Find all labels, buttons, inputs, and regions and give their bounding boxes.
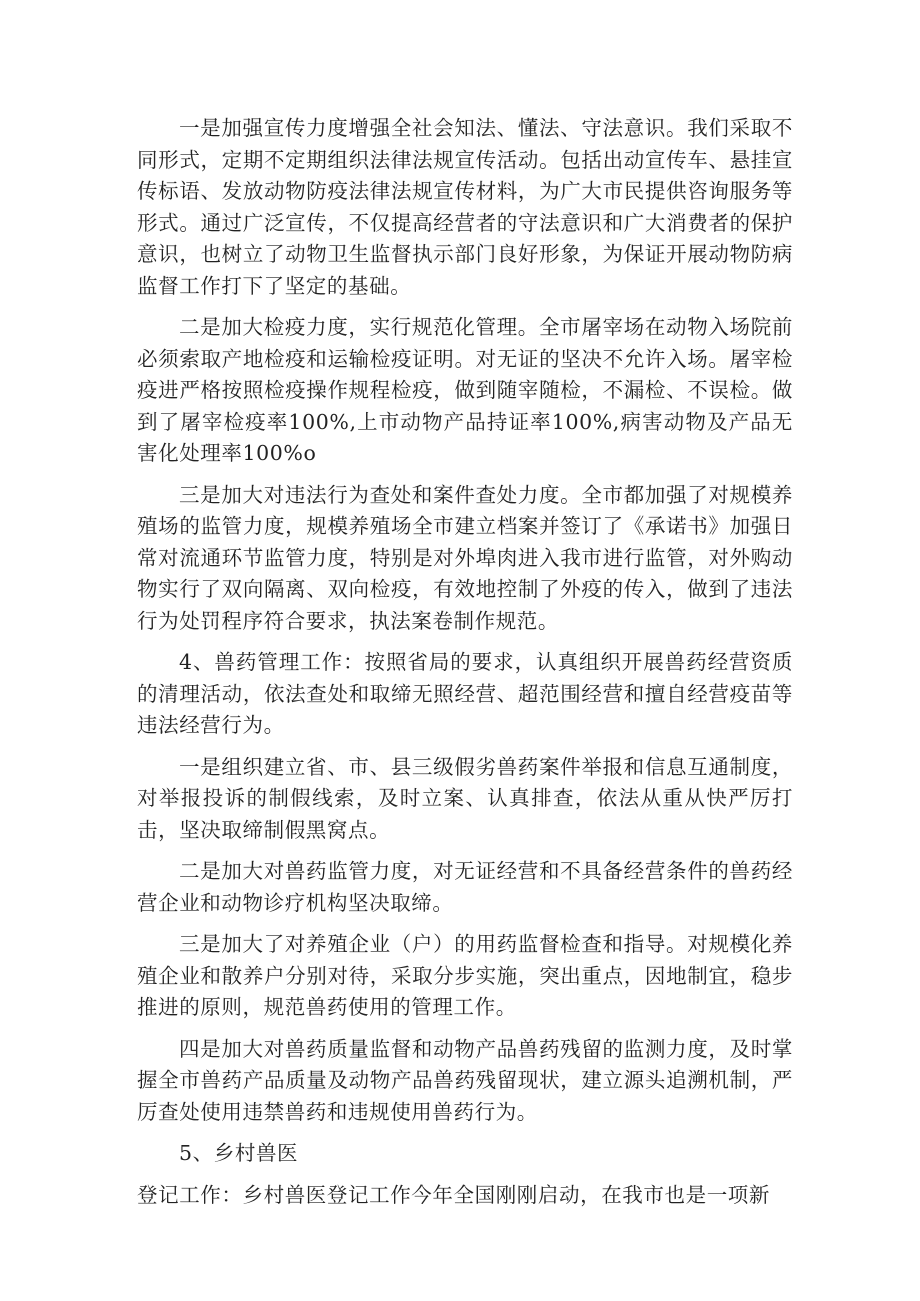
paragraph-counterfeit-reporting: 一是组织建立省、市、县三级假劣兽药案件举报和信息互通制度，对举报投诉的制假线索，及时立案、认真排查，依法从重从快严厉打击，坚决取缔制假黑窝点。 [137, 754, 793, 842]
document-body [137, 113, 793, 1211]
paragraph-registration: 登记工作：乡村兽医登记工作今年全国刚刚启动，在我市也是一项新 [137, 1182, 770, 1207]
paragraph-quarantine: 二是加大检疫力度，实行规范化管理。全市屠宰场在动物入场院前必须索取产地检疫和运输检疫证明。对无证的坚决不允许入场。屠宰检疫进严格按照检疫操作规程检疫，做到随宰随检，不漏检、不误检。做到了屠宰检疫率100%,上市动物产品持证率100%,病害动物及产品无害化处理率100%o [137, 315, 793, 465]
paragraph-law-enforcement: 三是加大对违法行为查处和案件查处力度。全市都加强了对规模养殖场的监管力度，规模养殖场全市建立档案并签订了《承诺书》加强日常对流通环节监管力度，特别是对外埠肉进入我市进行监管，对外购动物实行了双向隔离、双向检疫，有效地控制了外疫的传入，做到了违法行为处罚程序符合要求，执法案卷制作规范。 [137, 482, 793, 633]
section-heading-rural-veterinarian: 5、乡村兽医 [179, 1141, 299, 1165]
paragraph-drug-quality: 四是加大对兽药质量监督和动物产品兽药残留的监测力度，及时掌握全市兽药产品质量及动物产品兽药残留现状，建立源头追溯机制，严厉查处使用违禁兽药和违规使用兽药行为。 [137, 1036, 793, 1124]
paragraph-veterinary-drug-management: 4、兽药管理工作：按照省局的要求，认真组织开展兽药经营资质的清理活动，依法查处和取缔无照经营、超范围经营和擅自经营疫苗等违法经营行为。 [137, 650, 793, 737]
paragraph-publicity: 一是加强宣传力度增强全社会知法、懂法、守法意识。我们采取不同形式，定期不定期组织法律法规宣传活动。包括出动宣传车、悬挂宣传标语、发放动物防疫法律法规宣传材料，为广大市民提供咨询服务等形式。通过广泛宣传，不仅提高经营者的守法意识和广大消费者的保护意识，也树立了动物卫生监督执示部门良好形象，为保证开展动物防病监督工作打下了坚定的基础。 [137, 116, 793, 298]
paragraph-drug-supervision: 二是加大对兽药监管力度，对无证经营和不具备经营条件的兽药经营企业和动物诊疗机构坚决取缔。 [137, 859, 793, 915]
paragraph-farm-drug-use: 三是加大了对养殖企业（户）的用药监督检查和指导。对规模化养殖企业和散养户分别对待，采取分步实施，突出重点，因地制宜，稳步推进的原则，规范兽药使用的管理工作。 [137, 932, 793, 1019]
